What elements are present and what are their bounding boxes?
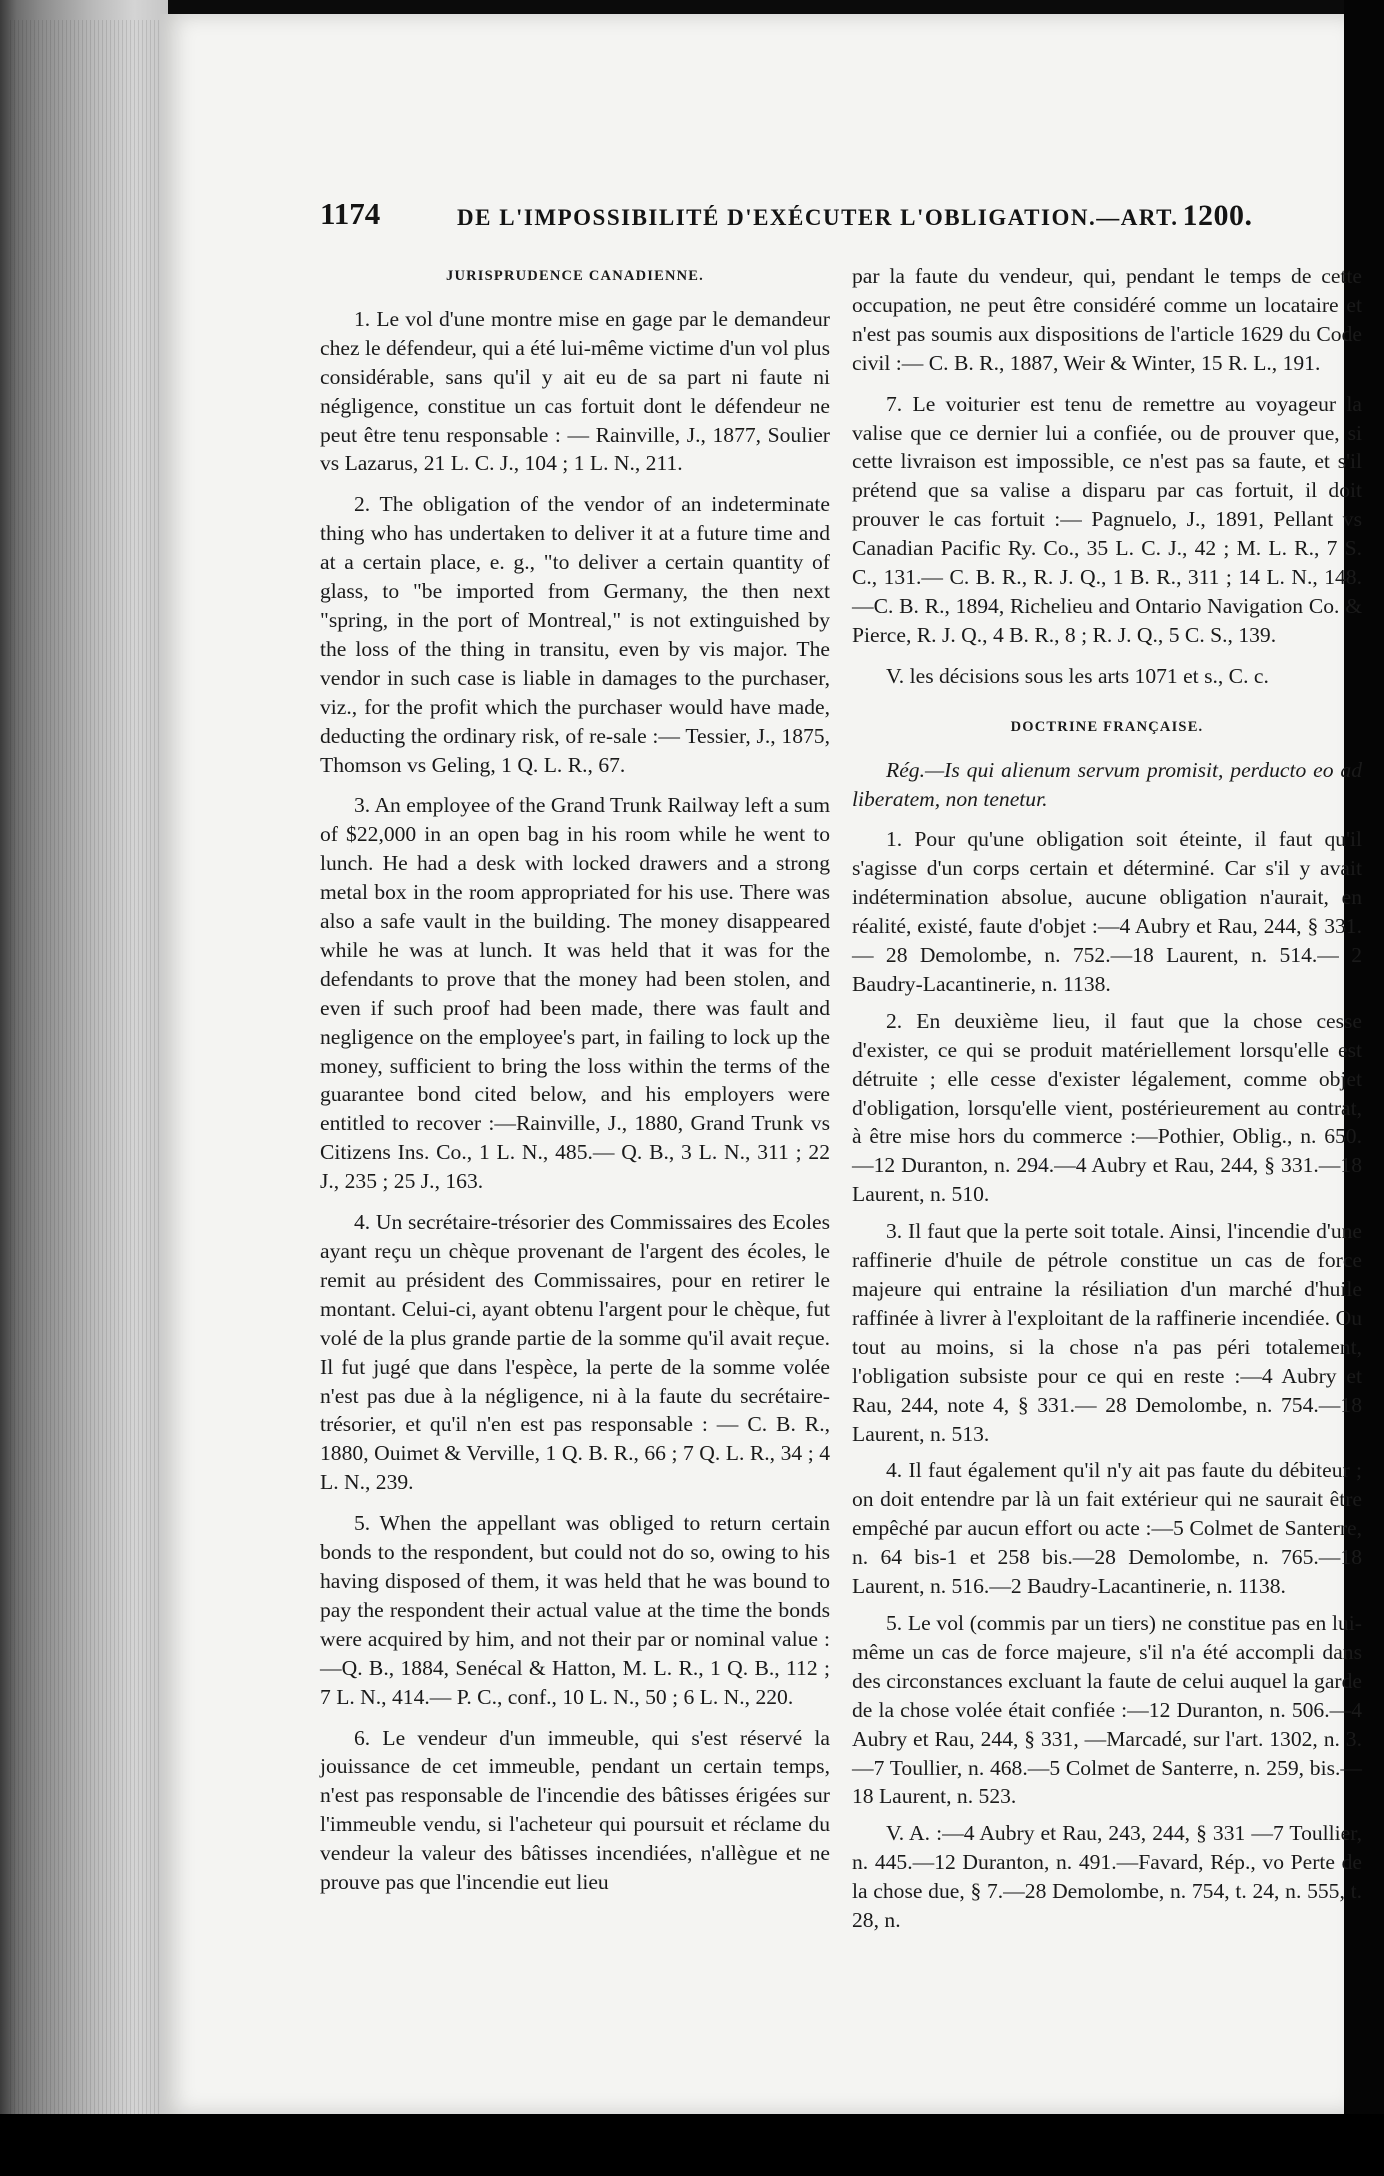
paragraph-jurisprudence-6: 6. Le vendeur d'un immeuble, qui s'est réservé la jouissance de cet immeuble, pendant un certain temps, n'est pas responsable de l'incendie des bâtisses érigées sur l'immeuble vendu, si l'acheteur qui poursuit et réclame du vendeur la valeur des bâtisses incendiées, n'allègue et ne prouve pas que l'incendie eut lieu <box>320 1725 830 1895</box>
scan-border-bottom <box>0 2114 1384 2176</box>
rule-maxim: Rég.—Is qui alienum servum promisit, perducto eo ad liberatem, non tenetur. <box>852 757 1362 811</box>
paragraph-jurisprudence-2: 2. The obligation of the vendor of an indeterminate thing who has undertaken to deliver it at a future time and at a certain place, e. g., "to deliver a certain quantity of glass, to "be imported from Germany, the then next "spring, in the port of Montreal," is not extinguished by the loss of the thing in transitu, even by vis major. The vendor in such case is liable in damages to the purchaser, viz., for the profit which the purchaser would have made, deducting the ordinary risk, of re-sale :— Tessier, J., 1875, Thomson vs Geling, 1 Q. L. R., 67. <box>320 492 830 777</box>
paragraph-continuation: par la faute du vendeur, qui, pendant le temps de cette occupation, ne peut être considéré comme un locataire et n'est pas soumis aux dispositions de l'article 1629 du Code civil :— C. B. R., 1887, Weir & Winter, 15 R. L., 191. <box>852 264 1362 375</box>
paragraph-doctrine-2: 2. En deuxième lieu, il faut que la chose cesse d'exister, ce qui se produit matériellement lorsqu'elle est détruite ; elle cesse d'exister légalement, comme objet d'obligation, lorsqu'elle vient, postérieurement au contrat, à être mise hors du commerce :—Pothier, Oblig., n. 650.—12 Duranton, n. 294.—4 Aubry et Rau, 244, § 331.—18 Laurent, n. 510. <box>852 1008 1362 1207</box>
paragraph-doctrine-5: 5. Le vol (commis par un tiers) ne constitue pas en lui-même un cas de force majeure, s'il n'a été accompli dans des circonstances excluant la faute de celui auquel la garde de la chose volée était confiée :—12 Duranton, n. 506.—4 Aubry et Rau, 244, § 331, —Marcadé, sur l'art. 1302, n. 3.—7 Toullier, n. 468.—5 Colmet de Santerre, n. 259, bis.—18 Laurent, n. 523. <box>852 1610 1362 1809</box>
paragraph-doctrine-3: 3. Il faut que la perte soit totale. Ainsi, l'incendie d'une raffinerie d'huile de pétrole constitue un cas de force majeure qui entraine la résiliation d'un marché d'huile raffinée à livrer à l'exploitant de la raffinerie incendiée. Ou tout au moins, si la chose n'a pas péri totalement, l'obligation subsiste pour ce qui en reste :—4 Aubry et Rau, 244, note 4, § 331.— 28 Demolombe, n. 754.—18 Laurent, n. 513. <box>852 1219 1362 1446</box>
running-head-text: DE L'IMPOSSIBILITÉ D'EXÉCUTER L'OBLIGATION.—ART. <box>457 205 1179 230</box>
section-heading-doctrine: DOCTRINE FRANÇAISE. <box>1010 718 1204 735</box>
article-number: 1200. <box>1182 199 1253 232</box>
left-column <box>320 262 830 1909</box>
page-header <box>320 196 1253 236</box>
book-spine-shadow <box>0 0 168 2176</box>
paragraph-voir-aussi: V. A. :—4 Aubry et Rau, 243, 244, § 331 —7 Toullier, n. 445.—12 Duranton, n. 491.—Favard, Rép., vo Perte de la chose due, § 7.—28 Demolombe, n. 754, t. 24, n. 555, t. 28, n. <box>852 1821 1362 1933</box>
section-heading-jurisprudence: JURISPRUDENCE CANADIENNE. <box>446 268 704 284</box>
right-column <box>852 262 1362 1943</box>
page-number: 1174 <box>320 196 381 231</box>
paragraph-doctrine-1: 1. Pour qu'une obligation soit éteinte, il faut qu'il s'agisse d'un corps certain et déterminé. Car s'il y avait indétermination absolue, aucune obligation n'aurait, en réalité, existé, faute d'objet :—4 Aubry et Rau, 244, § 331.— 28 Demolombe, n. 752.—18 Laurent, n. 514.— 2 Baudry-Lacantinerie, n. 1138. <box>852 827 1362 996</box>
paragraph-jurisprudence-1: 1. Le vol d'une montre mise en gage par le demandeur chez le défendeur, qui a été lui-même victime d'un vol plus considérable, sans qu'il y ait eu de sa part ni faute ni négligence, constitue un cas fortuit dont le défendeur ne peut être tenu responsable : — Rainville, J., 1877, Soulier vs Lazarus, 21 L. C. J., 104 ; 1 L. N., 211. <box>320 306 830 476</box>
paragraph-jurisprudence-5: 5. When the appellant was obliged to return certain bonds to the respondent, but could not do so, owing to his having disposed of them, it was held that he was bound to pay the respondent their actual value at the time the bonds were acquired by him, and not their par or nominal value :—Q. B., 1884, Senécal & Hatton, M. L. R., 1 Q. B., 112 ; 7 L. N., 414.— P. C., conf., 10 L. N., 50 ; 6 L. N., 220. <box>320 1511 830 1709</box>
page-edges <box>10 20 160 2140</box>
paragraph-jurisprudence-7: 7. Le voiturier est tenu de remettre au voyageur la valise que ce dernier lui a confiée, ou de prouver que, si cette livraison est impossible, ce n'est pas sa faute, et s'il prétend que sa valise a disparu par cas fortuit, il doit prouver le cas fortuit :— Pagnuelo, J., 1891, Pellant vs Canadian Pacific Ry. Co., 35 L. C. J., 42 ; M. L. R., 7 S. C., 131.— C. B. R., R. J. Q., 1 B. R., 311 ; 14 L. N., 148.—C. B. R., 1894, Richelieu and Ontario Navigation Co. & Pierce, R. J. Q., 4 B. R., 8 ; R. J. Q., 5 C. S., 139. <box>852 391 1362 647</box>
paragraph-jurisprudence-4: 4. Un secrétaire-trésorier des Commissaires des Ecoles ayant reçu un chèque provenant de l'argent des écoles, le remit au président des Commissaires, pour en retirer le montant. Celui-ci, ayant obtenu l'argent pour le chèque, fut volé de la plus grande partie de la somme qu'il avait reçue. Il fut jugé que dans l'espèce, la perte de la somme volée n'est pas due à la négligence, ni à la faute du secrétaire-trésorier, et qu'il n'en est pas responsable : — C. B. R., 1880, Ouimet & Verville, 1 Q. B. R., 66 ; 7 Q. L. R., 34 ; 4 L. N., 239. <box>320 1210 830 1495</box>
paragraph-doctrine-4: 4. Il faut également qu'il n'y ait pas faute du débiteur ; on doit entendre par là un fait extérieur qui ne saurait être empêché par aucun effort ou acte :—5 Colmet de Santerre, n. 64 bis-1 et 258 bis.—28 Demolombe, n. 765.—18 Laurent, n. 516.—2 Baudry-Lacantinerie, n. 1138. <box>852 1458 1362 1599</box>
paragraph-see-also-decisions: V. les décisions sous les arts 1071 et s., C. c. <box>886 663 1269 688</box>
running-head <box>457 199 1253 233</box>
paragraph-jurisprudence-3: 3. An employee of the Grand Trunk Railway left a sum of $22,000 in an open bag in his room while he went to lunch. He had a desk with locked drawers and a strong metal box in the room appropriated for his use. There was also a safe vault in the building. The money disappeared while he was at lunch. It was held that it was for the defendants to prove that the money had been stolen, and even if such proof had been made, there was fault and negligence on the employee's part, in failing to lock up the money, sufficient to bring the loss within the terms of the guarantee bond cited below, and his employers were entitled to recover :—Rainville, J., 1880, Grand Trunk vs Citizens Ins. Co., 1 L. N., 485.— Q. B., 3 L. N., 311 ; 22 J., 235 ; 25 J., 163. <box>320 793 830 1194</box>
